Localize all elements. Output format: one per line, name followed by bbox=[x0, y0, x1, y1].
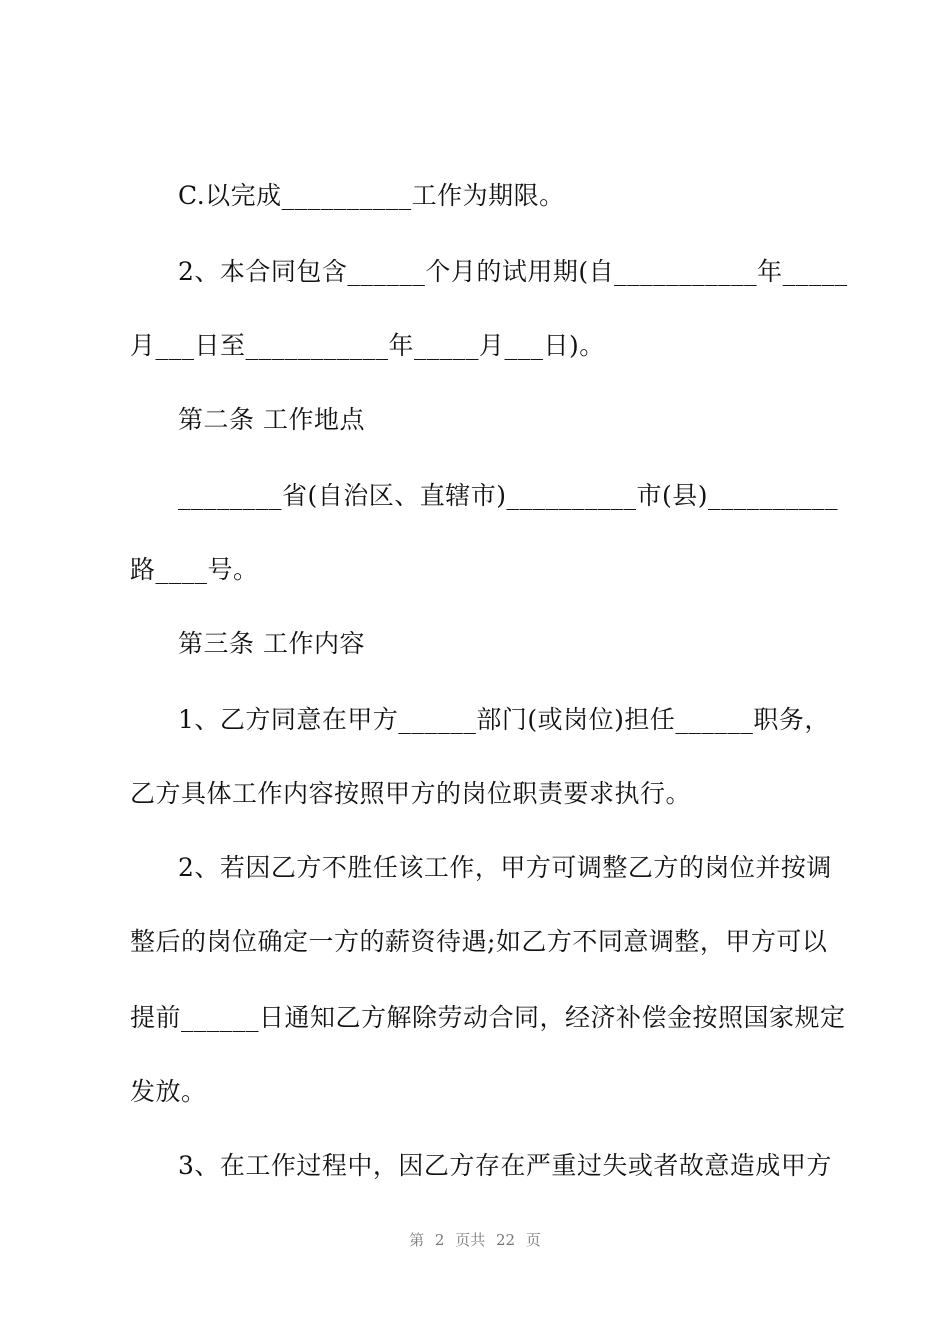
paragraph-line: ________省(自治区、直辖市)__________市(县)__________ bbox=[178, 481, 839, 510]
paragraph-line: 3、在工作过程中，因乙方存在严重过失或者故意造成甲方 bbox=[178, 1151, 832, 1180]
paragraph-line: 2、若因乙方不胜任该工作，甲方可调整乙方的岗位并按调 bbox=[178, 853, 832, 882]
paragraph-line: 提前______日通知乙方解除劳动合同，经济补偿金按照国家规定 bbox=[130, 1003, 846, 1032]
section-heading: 第二条 工作地点 bbox=[178, 405, 365, 434]
paragraph-line: 月___日至___________年_____月___日)。 bbox=[130, 331, 605, 360]
paragraph-line: 路____号。 bbox=[130, 555, 259, 584]
paragraph-line: 乙方具体工作内容按照甲方的岗位职责要求执行。 bbox=[130, 779, 692, 808]
paragraph-line: 发放。 bbox=[130, 1077, 207, 1106]
section-heading: 第三条 工作内容 bbox=[178, 629, 365, 658]
paragraph-line: 整后的岗位确定一方的薪资待遇;如乙方不同意调整，甲方可以 bbox=[130, 927, 828, 956]
paragraph-line: 2、本合同包含______个月的试用期(自___________年_____ bbox=[178, 257, 848, 286]
page-number-footer: 第 2 页共 22 页 bbox=[409, 1231, 541, 1249]
paragraph-line: C.以完成__________工作为期限。 bbox=[178, 181, 565, 210]
paragraph-line: 1、乙方同意在甲方______部门(或岗位)担任______职务， bbox=[178, 705, 830, 734]
